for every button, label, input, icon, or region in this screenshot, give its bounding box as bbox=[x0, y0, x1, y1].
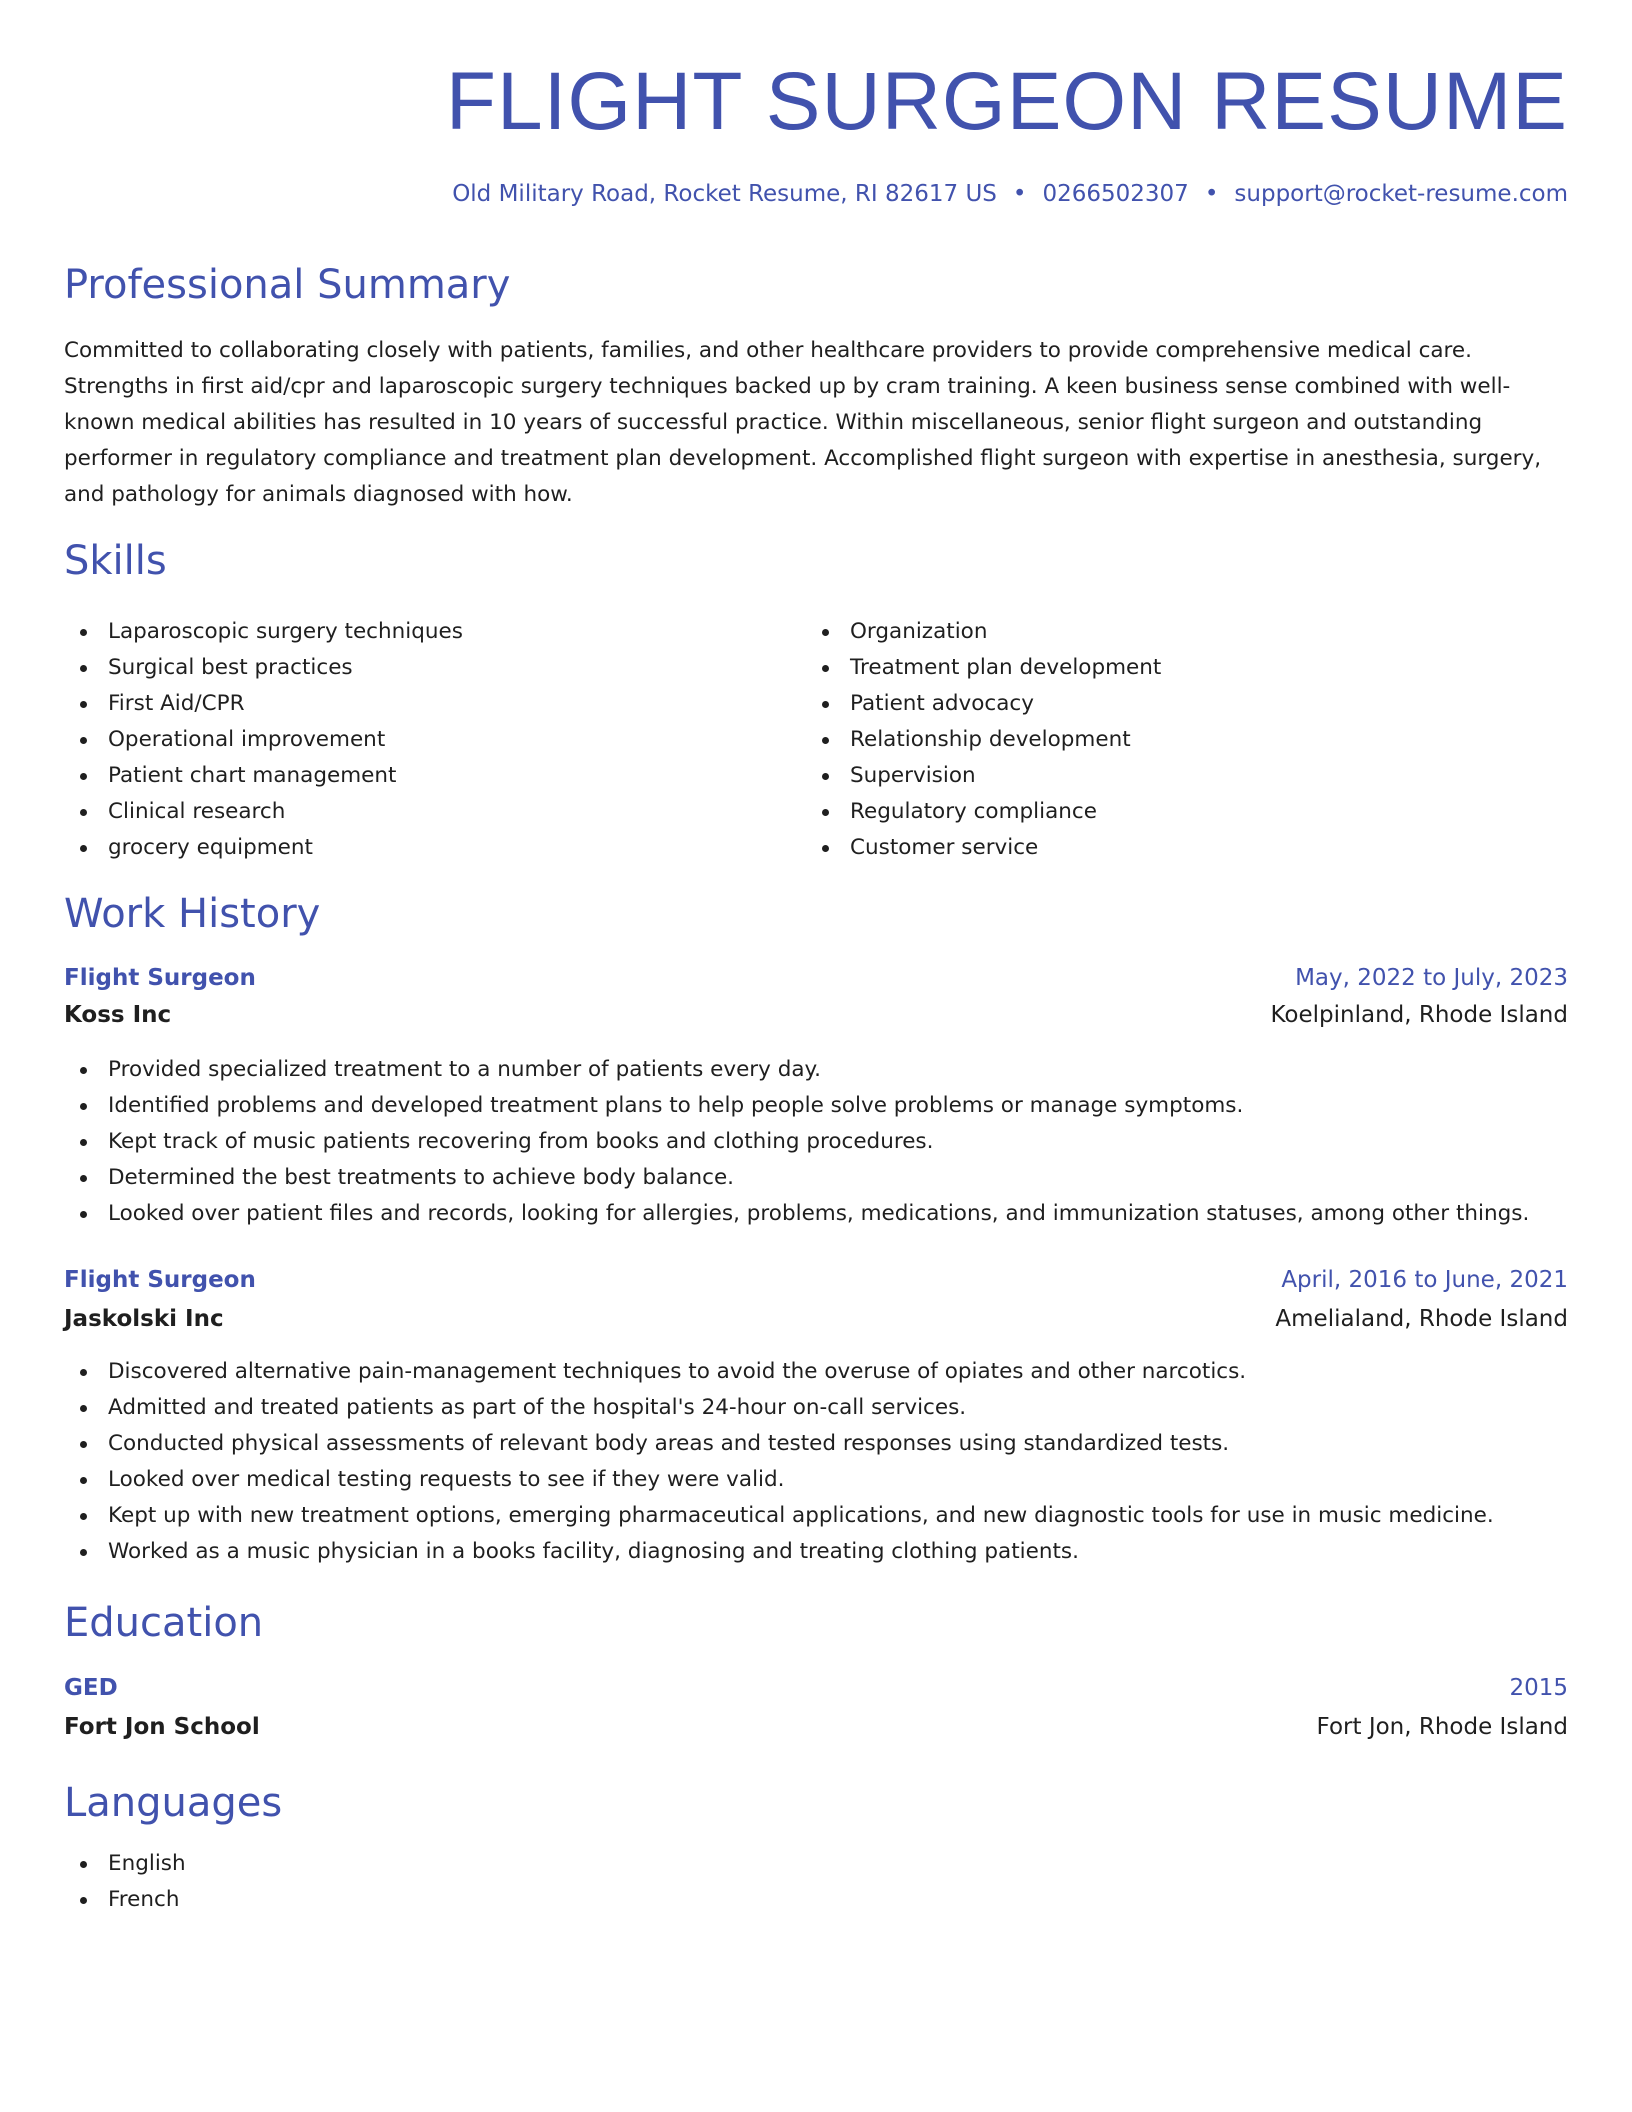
job-bullet: Conducted physical assessments of relevant body areas and tested responses using standardized tests. bbox=[64, 1426, 1568, 1462]
skill-item: Organization bbox=[806, 614, 1161, 650]
job-bullet: Kept up with new treatment options, emerging pharmaceutical applications, and new diagnostic tools for use in music medicine. bbox=[64, 1498, 1568, 1534]
education-degree: GED bbox=[64, 1675, 118, 1701]
section-title-skills: Skills bbox=[64, 538, 167, 584]
language-item: English bbox=[64, 1846, 1568, 1882]
skill-item: Laparoscopic surgery techniques bbox=[64, 614, 463, 650]
education-school-row bbox=[64, 1709, 1568, 1745]
job-location: Koelpinland, Rhode Island bbox=[1270, 1002, 1568, 1028]
skill-item: Supervision bbox=[806, 758, 1161, 794]
skill-item: Relationship development bbox=[806, 722, 1161, 758]
section-title-languages: Languages bbox=[64, 1780, 283, 1826]
job-company-row bbox=[64, 997, 1568, 1033]
job-bullet: Admitted and treated patients as part of the hospital's 24-hour on-call services. bbox=[64, 1390, 1568, 1426]
contact-phone: 0266502307 bbox=[1042, 181, 1189, 207]
section-title-summary: Professional Summary bbox=[64, 262, 511, 308]
job-bullet: Worked as a music physician in a books facility, diagnosing and treating clothing patients. bbox=[64, 1534, 1568, 1570]
job-bullet: Provided specialized treatment to a number of patients every day. bbox=[64, 1052, 1568, 1088]
job-company: Koss Inc bbox=[64, 1002, 172, 1028]
section-title-education: Education bbox=[64, 1600, 264, 1646]
skills-list-left bbox=[64, 614, 463, 866]
job-bullets bbox=[64, 1354, 1568, 1570]
skill-item: Surgical best practices bbox=[64, 650, 463, 686]
education-header-row bbox=[64, 1670, 1568, 1706]
job-title: Flight Surgeon bbox=[64, 1267, 256, 1293]
education-school: Fort Jon School bbox=[64, 1714, 260, 1740]
job-header-row bbox=[64, 1262, 1568, 1298]
education-location: Fort Jon, Rhode Island bbox=[1316, 1714, 1568, 1740]
skill-item: Treatment plan development bbox=[806, 650, 1161, 686]
job-bullet: Determined the best treatments to achieve body balance. bbox=[64, 1160, 1568, 1196]
skill-item: First Aid/CPR bbox=[64, 686, 463, 722]
job-company: Jaskolski Inc bbox=[64, 1306, 224, 1332]
job-dates: April, 2016 to June, 2021 bbox=[1281, 1267, 1568, 1293]
education-year: 2015 bbox=[1509, 1675, 1568, 1701]
job-bullet: Looked over medical testing requests to see if they were valid. bbox=[64, 1462, 1568, 1498]
job-dates: May, 2022 to July, 2023 bbox=[1295, 965, 1568, 991]
skill-item: Patient chart management bbox=[64, 758, 463, 794]
job-location: Amelialand, Rhode Island bbox=[1275, 1306, 1568, 1332]
language-item: French bbox=[64, 1882, 1568, 1918]
summary-text: Committed to collaborating closely with patients, families, and other healthcare providers to provide comprehensive medical care. Strengths in first aid/cpr and laparoscopic surgery techniques backed up by cram training. A keen business sense combined with well-known medical abilities has resulted in 10 years of successful practice. Within miscellaneous, senior flight surgeon and outstanding performer in regulatory compliance and treatment plan development. Accomplished flight surgeon with expertise in anesthesia, surgery, and pathology for animals diagnosed with how. bbox=[64, 338, 1542, 507]
job-header-row bbox=[64, 960, 1568, 996]
job-company-row bbox=[64, 1301, 1568, 1337]
skill-item: Patient advocacy bbox=[806, 686, 1161, 722]
skills-list-right bbox=[806, 614, 1161, 866]
contact-email[interactable]: support@rocket-resume.com bbox=[1234, 181, 1568, 207]
languages-list bbox=[64, 1846, 1568, 1918]
skill-item: Clinical research bbox=[64, 794, 463, 830]
job-title: Flight Surgeon bbox=[64, 965, 256, 991]
skill-item: grocery equipment bbox=[64, 830, 463, 866]
job-bullet: Discovered alternative pain-management techniques to avoid the overuse of opiates and other narcotics. bbox=[64, 1354, 1568, 1390]
resume-title: FLIGHT SURGEON RESUME bbox=[445, 56, 1568, 147]
job-bullet: Looked over patient files and records, looking for allergies, problems, medications, and immunization statuses, among other things. bbox=[64, 1196, 1568, 1232]
job-bullets bbox=[64, 1052, 1568, 1232]
job-bullet: Identified problems and developed treatment plans to help people solve problems or manage symptoms. bbox=[64, 1088, 1568, 1124]
contact-line bbox=[452, 178, 1568, 210]
job-bullet: Kept track of music patients recovering from books and clothing procedures. bbox=[64, 1124, 1568, 1160]
section-title-work-history: Work History bbox=[64, 891, 321, 937]
contact-separator: • bbox=[1204, 181, 1219, 207]
skill-item: Operational improvement bbox=[64, 722, 463, 758]
skill-item: Regulatory compliance bbox=[806, 794, 1161, 830]
contact-separator: • bbox=[1012, 181, 1027, 207]
skill-item: Customer service bbox=[806, 830, 1161, 866]
contact-address: Old Military Road, Rocket Resume, RI 82617 US bbox=[452, 181, 997, 207]
